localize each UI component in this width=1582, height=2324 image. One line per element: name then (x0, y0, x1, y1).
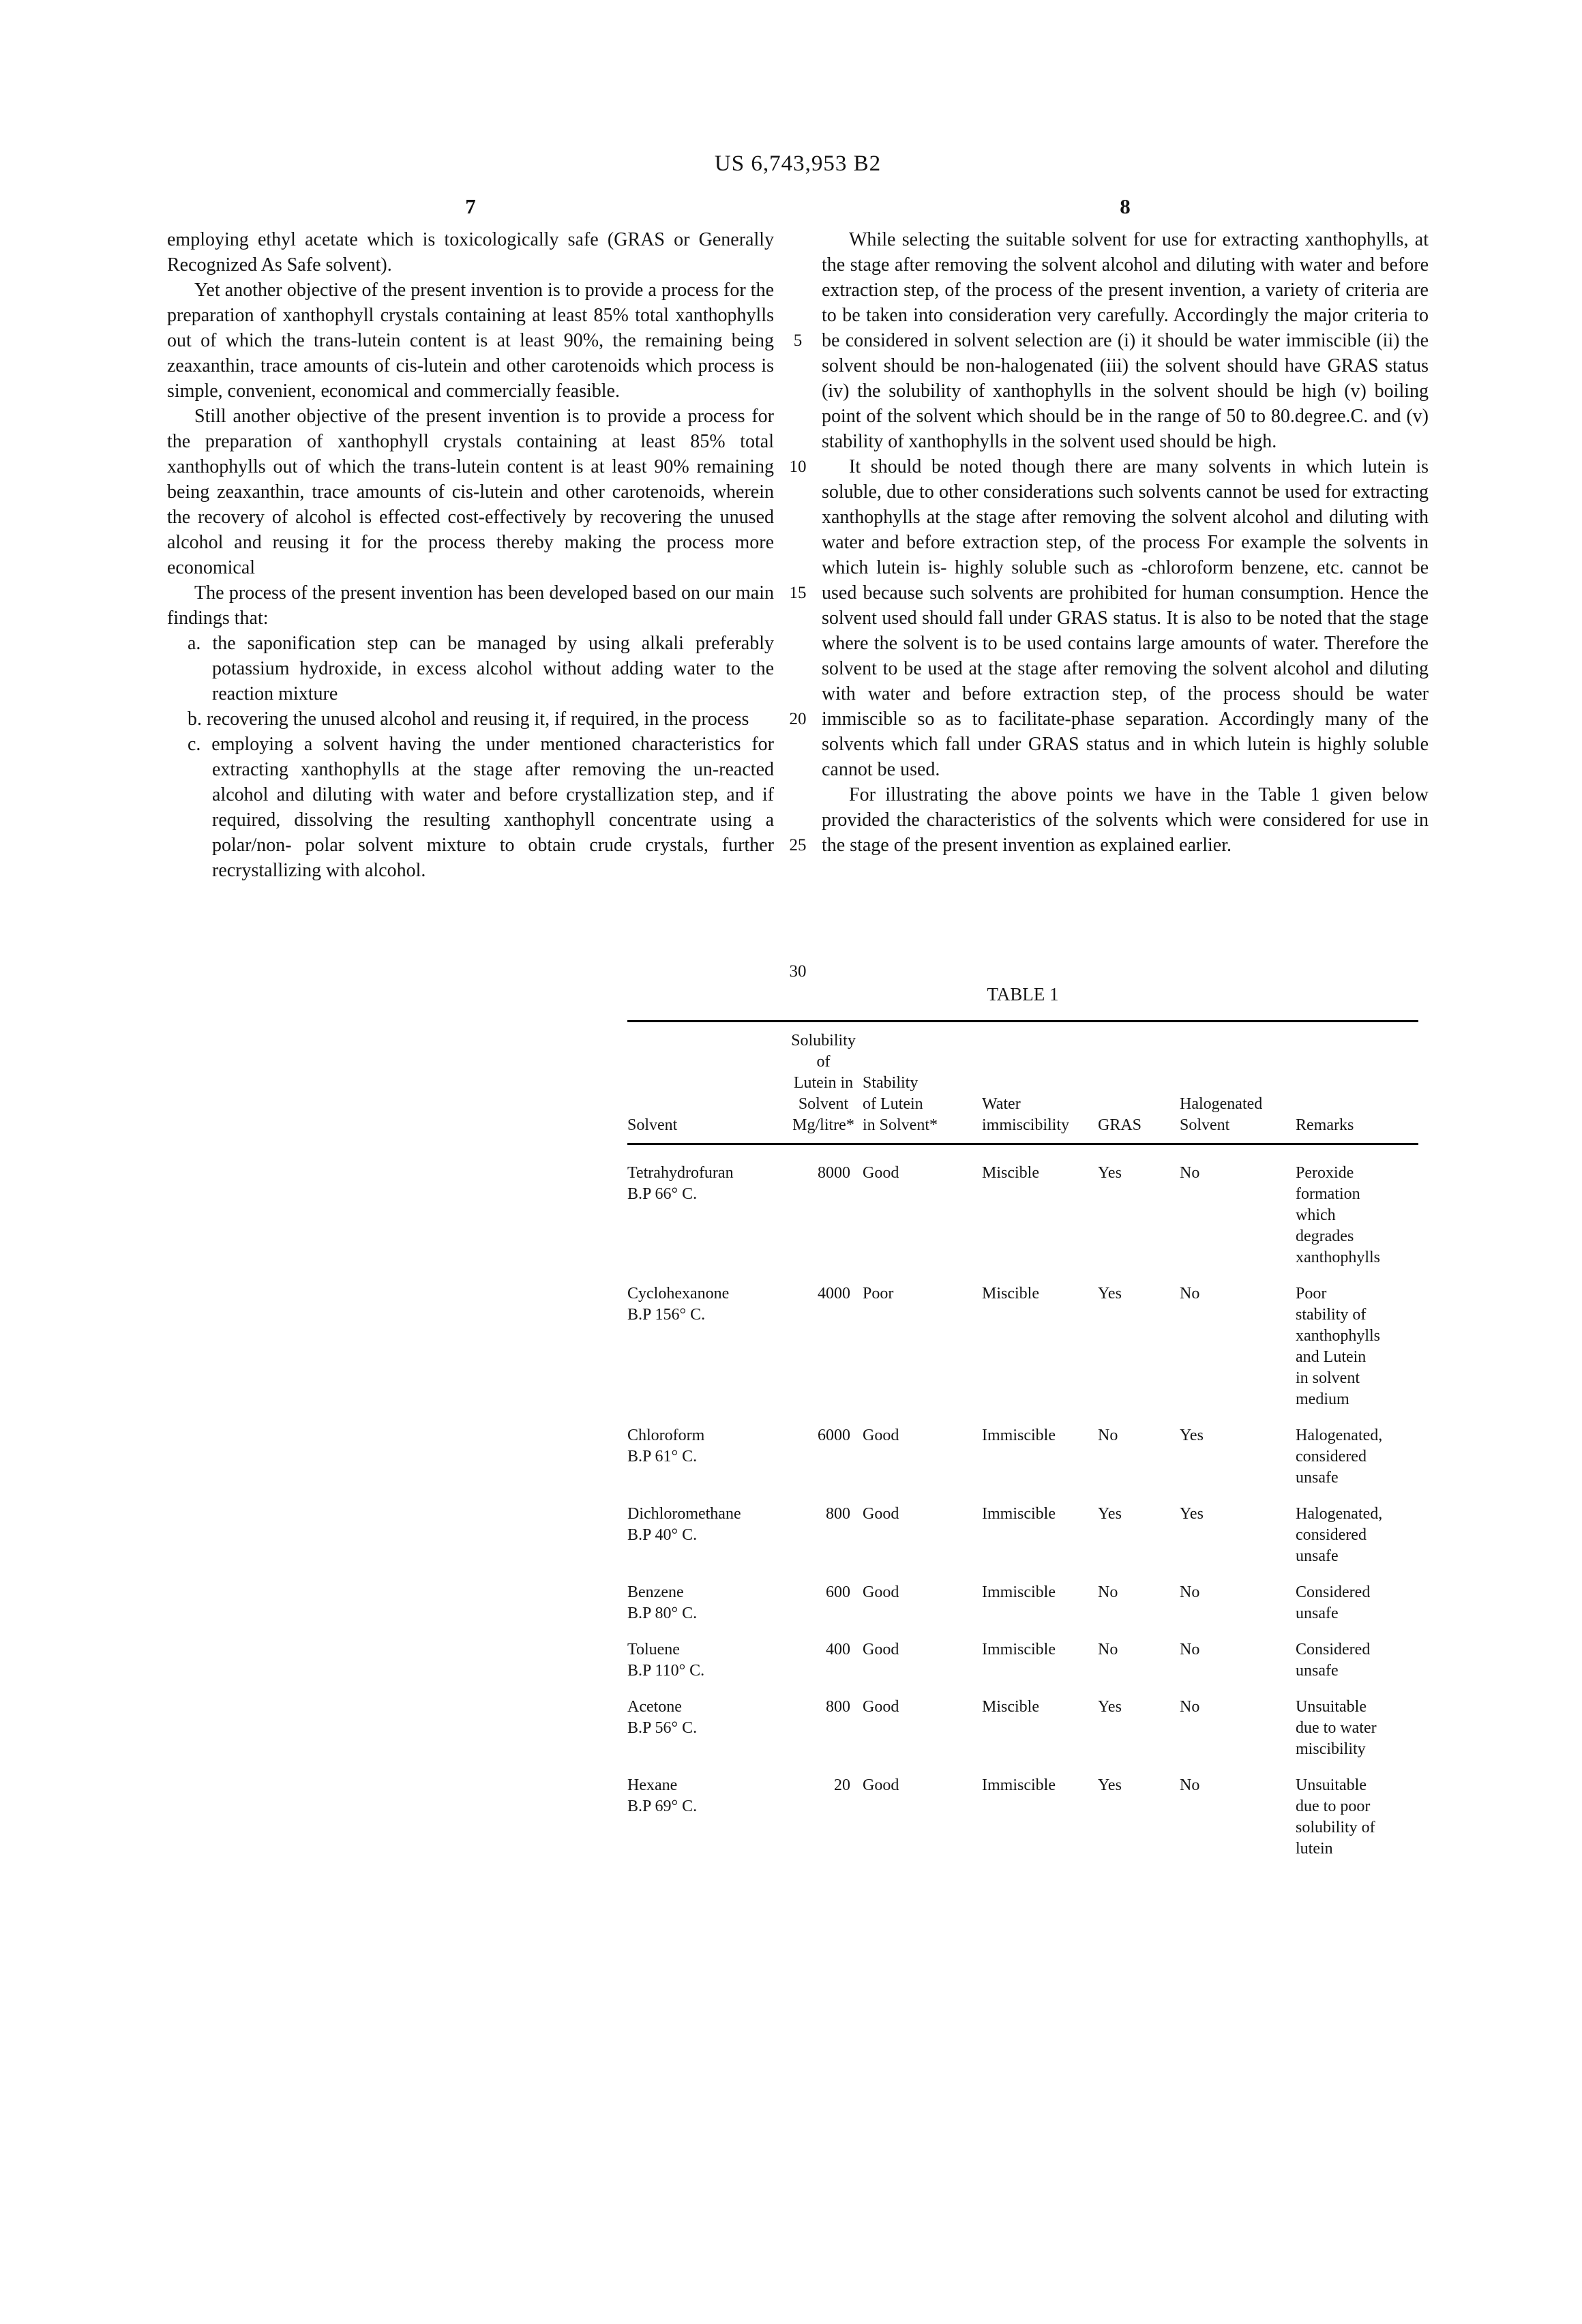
cell-water: Immiscible (982, 1427, 1056, 1444)
cell-gras: Yes (1098, 1285, 1122, 1302)
cell-halogenated: Yes (1180, 1505, 1204, 1523)
cell-solubility: 800 (826, 1505, 850, 1523)
paragraph: Yet another objective of the present invention is to provide a process for the preparation of xanthophyll crystals containing at least 85% total xanthophylls out of which the trans-lutein content is at least 90%, the remaining being zeaxanthin, trace amounts of cis-lutein and other carotenoids which process is simple, convenient, economical and commercially feasible. (167, 280, 774, 402)
paragraph: employing ethyl acetate which is toxicologically safe (GRAS or Generally Recognized As Safe solvent). (167, 229, 774, 275)
finding-item-c (167, 732, 774, 883)
column-header-stability: Stability of Lutein in Solvent* (863, 1022, 982, 1144)
paragraph: The process of the present invention has been developed based on our main findings that: (167, 582, 774, 629)
table-row (627, 1489, 1418, 1567)
cell-stability: Good (863, 1164, 899, 1182)
cell-gras: No (1098, 1427, 1118, 1444)
cell-water: Miscible (982, 1285, 1039, 1302)
cell-solubility: 800 (826, 1698, 850, 1716)
cell-stability: Good (863, 1698, 899, 1716)
cell-water: Immiscible (982, 1505, 1056, 1523)
finding-marker: c. (188, 734, 201, 755)
line-number-15: 15 (789, 584, 807, 602)
cell-solvent: Hexane B.P 69° C. (627, 1776, 698, 1815)
table-row (627, 1624, 1418, 1682)
cell-halogenated: No (1180, 1164, 1200, 1182)
cell-gras: Yes (1098, 1164, 1122, 1182)
cell-stability: Good (863, 1427, 899, 1444)
cell-water: Immiscible (982, 1641, 1056, 1658)
cell-stability: Good (863, 1641, 899, 1658)
cell-remarks: Considered unsafe (1296, 1641, 1371, 1680)
line-number-25: 25 (789, 836, 807, 854)
patent-number: US 6,743,953 B2 (714, 151, 882, 176)
column-header-remarks: Remarks (1296, 1022, 1418, 1144)
paragraph: For illustrating the above points we have in the Table 1 given below provided the characteristics of the solvents which were considered for use in the stage of the present invention as explained earlier. (822, 784, 1429, 856)
cell-gras: No (1098, 1641, 1118, 1658)
cell-gras: Yes (1098, 1776, 1122, 1794)
line-number-20: 20 (789, 710, 807, 728)
right-column-page-number: 8 (1120, 194, 1131, 218)
page-number-gutter-spacer (774, 194, 822, 219)
column-header-water-immiscibility: Water immiscibility (982, 1022, 1098, 1144)
column-header-solubility: Solubility of Lutein in Solvent Mg/litre* (784, 1022, 863, 1144)
table-title: TABLE 1 (987, 984, 1059, 1004)
cell-halogenated: No (1180, 1641, 1200, 1658)
cell-halogenated: No (1180, 1583, 1200, 1601)
cell-solvent: Chloroform B.P 61° C. (627, 1427, 705, 1465)
cell-stability: Good (863, 1583, 899, 1601)
cell-solvent: Cyclohexanone B.P 156° C. (627, 1285, 730, 1324)
cell-solvent: Benzene B.P 80° C. (627, 1583, 698, 1622)
paragraph: It should be noted though there are many solvents in which lutein is soluble, due to other considerations such solvents cannot be used for extracting xanthophylls at the stage after removing the solvent alcohol and diluting with water and before extraction step, of the process For example the solvents in which lutein is- highly soluble such as -chloroform benzene, etc. cannot be used because such solvents are prohibited for human consumption. Hence the solvent used should fall under GRAS status. It is also to be noted that the stage where the solvent is to be used contains large amounts of water. Therefore the solvent to be used at the stage after removing the solvent alcohol and diluting with water and before extraction step, of the process should be water immiscible so as to facilitate-phase separation. Accordingly many of the solvents which fall under GRAS status and in which lutein is highly soluble cannot be used. (822, 456, 1429, 780)
line-number-10: 10 (789, 458, 807, 476)
finding-item-a (167, 631, 774, 706)
left-column-page-number: 7 (465, 194, 476, 218)
cell-gras: Yes (1098, 1698, 1122, 1716)
cell-halogenated: Yes (1180, 1427, 1204, 1444)
finding-marker: b. (188, 709, 202, 730)
column-header-solvent: Solvent (627, 1022, 784, 1144)
cell-stability: Good (863, 1776, 899, 1794)
table-header (627, 1022, 1418, 1144)
table-row (627, 1410, 1418, 1489)
cell-water: Immiscible (982, 1583, 1056, 1601)
cell-solvent: Dichloromethane B.P 40° C. (627, 1505, 741, 1544)
column-header-gras: GRAS (1098, 1022, 1180, 1144)
cell-halogenated: No (1180, 1698, 1200, 1716)
paragraph: Still another objective of the present invention is to provide a process for the preparation of xanthophyll crystals containing at least 85% total xanthophylls out of which the trans-lutein content is at least 90% remaining being zeaxanthin, trace amounts of cis-lutein and other carotenoids, wherein the recovery of alcohol is effected cost-effectively by recovering the unused alcohol and reusing it for the process thereby making the process more economical (167, 406, 774, 578)
finding-text: recovering the unused alcohol and reusing it, if required, in the process (207, 709, 749, 730)
cell-halogenated: No (1180, 1776, 1200, 1794)
cell-gras: Yes (1098, 1505, 1122, 1523)
cell-solubility: 600 (826, 1583, 850, 1601)
cell-solubility: 6000 (818, 1427, 850, 1444)
line-number-5: 5 (793, 331, 803, 350)
finding-text: the saponification step can be managed by using alkali preferably potassium hydroxide, in excess alcohol without adding water to the reaction mixture (212, 633, 775, 704)
finding-marker: a. (188, 633, 201, 654)
cell-water: Miscible (982, 1164, 1039, 1182)
cell-solubility: 400 (826, 1641, 850, 1658)
cell-solvent: Acetone B.P 56° C. (627, 1698, 698, 1737)
line-number-30: 30 (789, 962, 807, 981)
finding-item-b (167, 706, 774, 732)
cell-solubility: 4000 (818, 1285, 850, 1302)
cell-remarks: Unsuitable due to poor solubility of lutein (1296, 1776, 1375, 1858)
cell-solubility: 8000 (818, 1164, 850, 1182)
cell-remarks: Halogenated, considered unsafe (1296, 1427, 1383, 1487)
paragraph: While selecting the suitable solvent for use for extracting xanthophylls, at the stage after removing the solvent alcohol and diluting with water and before extraction step, of the process of the present invention, a variety of criteria are to be taken into consideration very carefully. Accordingly the major criteria to be considered in solvent selection are (i) it should be water immiscible (ii) the solvent should be non-halogenated (iii) the solvent should have GRAS status (iv) the solubility of xanthophylls in the solvent should be high (v) boiling point of the solvent which should be in the range of 50 to 80.degree.C. and (v) stability of xanthophylls in the solvent used should be high. (822, 229, 1429, 452)
cell-solvent: Toluene B.P 110° C. (627, 1641, 705, 1680)
cell-halogenated: No (1180, 1285, 1200, 1302)
cell-gras: No (1098, 1583, 1118, 1601)
line-number-gutter (774, 227, 822, 981)
cell-water: Miscible (982, 1698, 1039, 1716)
table-1-section (627, 984, 1418, 1865)
table-row (627, 1567, 1418, 1624)
table-row (627, 1268, 1418, 1410)
cell-stability: Good (863, 1505, 899, 1523)
cell-stability: Poor (863, 1285, 894, 1302)
left-column (167, 227, 774, 883)
cell-remarks: Peroxide formation which degrades xanthophylls (1296, 1164, 1380, 1266)
table-row (627, 1682, 1418, 1760)
cell-solubility: 20 (834, 1776, 850, 1794)
column-header-halogenated: Halogenated Solvent (1180, 1022, 1296, 1144)
cell-remarks: Poor stability of xanthophylls and Lutein in solvent medium (1296, 1285, 1380, 1408)
cell-water: Immiscible (982, 1776, 1056, 1794)
solvent-characteristics-table (627, 1020, 1418, 1865)
page-numbers (167, 194, 1429, 219)
cell-remarks: Halogenated, considered unsafe (1296, 1505, 1383, 1565)
cell-solvent: Tetrahydrofuran B.P 66° C. (627, 1164, 734, 1203)
table-row (627, 1144, 1418, 1269)
two-column-body (167, 227, 1429, 981)
cell-remarks: Unsuitable due to water miscibility (1296, 1698, 1377, 1758)
cell-remarks: Considered unsafe (1296, 1583, 1371, 1622)
finding-text: employing a solvent having the under mentioned characteristics for extracting xanthophylls at the stage after removing the un-reacted alcohol and diluting with water and before crystallization step, and if required, dissolving the resulting xanthophyll concentrate using a polar/non- polar solvent mixture to obtain crude crystals, further recrystallizing with alcohol. (211, 734, 775, 881)
table-row (627, 1760, 1418, 1865)
right-column (822, 227, 1429, 858)
